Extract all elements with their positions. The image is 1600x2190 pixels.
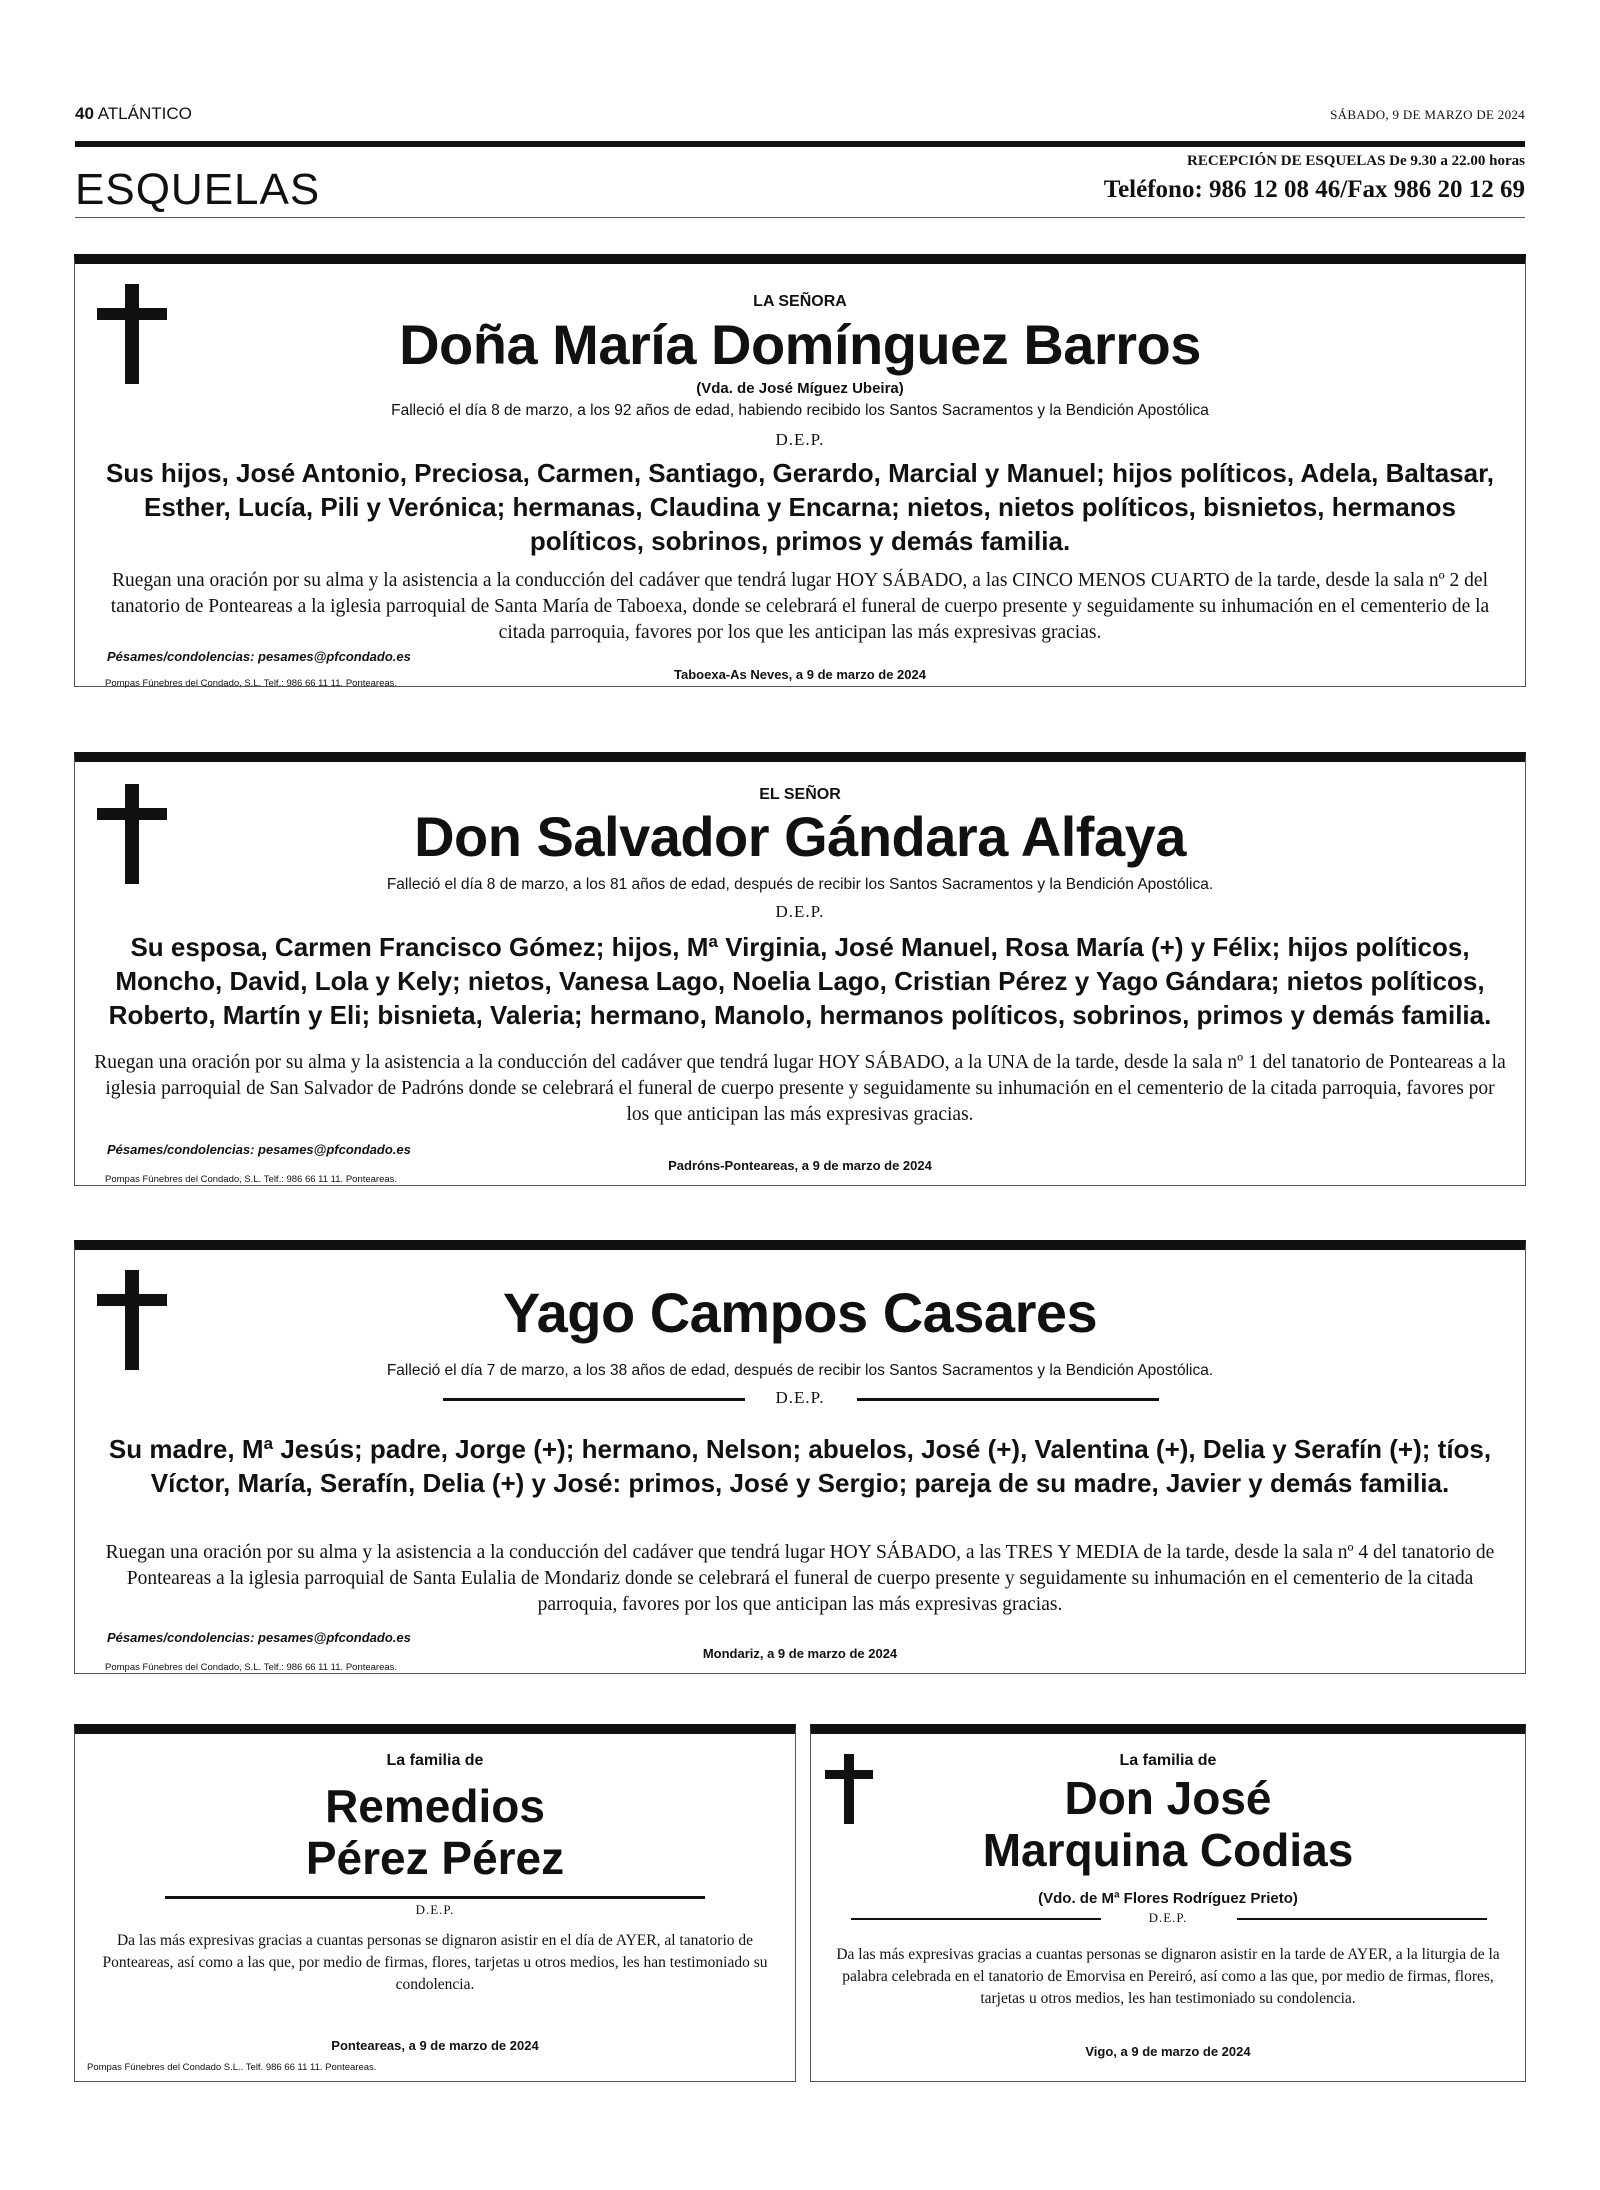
gratitude-dep: D.E.P. bbox=[1148, 1910, 1188, 1925]
newspaper-name: ATLÁNTICO bbox=[97, 104, 192, 123]
obituary-prayer: Ruegan una oración por su alma y la asistencia a la conducción del cadáver que tendrá lugar HOY SÁBADO, a las TRES Y MEDIA de la tarde, desde la sala nº 4 del tanatorio de Ponteareas a la iglesia parroquial de Santa Eulalia de Mondariz donde se celebrará el funeral de cuerpo presente y seguidamente su inhumación en el cementerio de la citada parroquia, favores por los que anticipan las más expresivas gracias. bbox=[105, 1542, 1495, 1615]
obituary-name: Yago Campos Casares bbox=[502, 1281, 1098, 1344]
gratitude-pretitle: La familia de bbox=[1119, 1752, 1217, 1769]
funeral-home: Pompas Fúnebres del Condado S.L.. Telf. 986 66 11 11. Ponteareas. bbox=[87, 2062, 377, 2073]
place-date: Mondariz, a 9 de marzo de 2024 bbox=[702, 1646, 898, 1661]
obituary-prayer: Ruegan una oración por su alma y la asistencia a la conducción del cadáver que tendrá lugar HOY SÁBADO, a la UNA de la tarde, desde la sala nº 1 del tanatorio de Ponteareas a la iglesia parroquial de San Salvador de Padróns donde se celebrará el funeral de cuerpo presente y seguidamente su inhumación en el cementerio de la citada parroquia, favores por los que anticipan las más expresivas gracias. bbox=[94, 1052, 1506, 1125]
obituary-family: Su esposa, Carmen Francisco Gómez; hijos, Mª Virginia, José Manuel, Rosa María (+) y Félix; hijos políticos, Moncho, David, Lola y Kely; nietos, Vanesa Lago, Noelia Lago, Cristian Pérez y Yago Gándara; nietos políticos, Roberto, Martín y Eli; bisnieta, Valeria; hermano, Manolo, hermanos políticos, sobrinos, primos y demás familia. bbox=[108, 932, 1492, 1030]
gratitude-text: Da las más expresivas gracias a cuantas personas se dignaron asistir en la tarde de AYER, a la liturgia de la palabra celebrada en el tanatorio de Emorvisa en Pereiró, así como a las que, por medio de firmas, flores, tarjetas u otros medios, les han testimoniado su condolencia. bbox=[836, 1946, 1500, 2007]
gratitude-name-line2: Pérez Pérez bbox=[305, 1832, 565, 1884]
obituary-prayer: Ruegan una oración por su alma y la asistencia a la conducción del cadáver que tendrá lugar HOY SÁBADO, a las CINCO MENOS CUARTO de la tarde, desde la sala nº 2 del tanatorio de Ponteareas a la iglesia parroquial de Santa María de Taboexa, donde se celebrará el funeral de cuerpo presente y seguidamente su inhumación en el cementerio de la citada parroquia, favores por los que les anticipan las más expresivas gracias. bbox=[110, 570, 1490, 643]
place-date: Ponteareas, a 9 de marzo de 2024 bbox=[331, 2038, 539, 2053]
divider-line bbox=[1237, 1918, 1487, 1920]
place-date: Padróns-Ponteareas, a 9 de marzo de 2024 bbox=[668, 1158, 932, 1173]
condolences-email: Pésames/condolencias: pesames@pfcondado.es bbox=[107, 1142, 411, 1157]
gratitude-text: Da las más expresivas gracias a cuantas personas se dignaron asistir en el día de AYER, al tanatorio de Ponteareas, así como a las que, por medio de firmas, flores, tarjetas u otros medios, les han testimoniado su condolencia. bbox=[102, 1932, 768, 1993]
issue-date: SÁBADO, 9 DE MARZO DE 2024 bbox=[1330, 107, 1525, 122]
obituary-death-note: Falleció el día 7 de marzo, a los 38 años de edad, después de recibir los Santos Sacramentos y la Bendición Apostólica. bbox=[386, 1362, 1214, 1379]
obituary-card bbox=[74, 1240, 1526, 1674]
gratitude-name-line2: Marquina Codias bbox=[982, 1824, 1354, 1876]
gratitude-widower-of: (Vdo. de Mª Flores Rodríguez Prieto) bbox=[1038, 1890, 1298, 1907]
page-number: 40 bbox=[75, 104, 94, 123]
place-date: Vigo, a 9 de marzo de 2024 bbox=[1085, 2044, 1251, 2059]
gratitude-card bbox=[74, 1724, 796, 2082]
funeral-home: Pompas Fúnebres del Condado, S.L. Telf.: 986 66 11 11. Ponteareas. bbox=[105, 678, 398, 689]
obituary-pretitle: EL SEÑOR bbox=[759, 786, 841, 803]
reception-hours: RECEPCIÓN DE ESQUELAS De 9.30 a 22.00 horas bbox=[1187, 153, 1525, 169]
obituary-card bbox=[74, 254, 1526, 687]
obituary-pretitle: LA SEÑORA bbox=[753, 293, 847, 310]
obituary-death-note: Falleció el día 8 de marzo, a los 92 años de edad, habiendo recibido los Santos Sacramentos y la Bendición Apostólica bbox=[391, 402, 1209, 419]
obituary-dep: D.E.P. bbox=[775, 1388, 825, 1407]
obituary-name: Doña María Domínguez Barros bbox=[399, 313, 1201, 376]
obituary-name: Don Salvador Gándara Alfaya bbox=[414, 805, 1186, 868]
divider-line bbox=[857, 1398, 1159, 1401]
condolences-email: Pésames/condolencias: pesames@pfcondado.es bbox=[107, 649, 411, 664]
gratitude-pretitle: La familia de bbox=[386, 1752, 484, 1769]
obituary-family: Sus hijos, José Antonio, Preciosa, Carmen, Santiago, Gerardo, Marcial y Manuel; hijos políticos, Adela, Baltasar, Esther, Lucía, Pili y Verónica; hermanas, Claudina y Encarna; nietos, nietos políticos, bisnietos, hermanos políticos, sobrinos, primos y demás familia. bbox=[105, 458, 1494, 556]
obituary-widow-of: (Vda. de José Míguez Ubeira) bbox=[696, 380, 904, 397]
gratitude-name-line1: Remedios bbox=[325, 1780, 545, 1832]
gratitude-name-line1: Don José bbox=[1064, 1772, 1272, 1824]
section-title: ESQUELAS bbox=[75, 165, 321, 214]
header-bottom-rule bbox=[75, 217, 1525, 218]
header-rule bbox=[75, 141, 1525, 147]
page-folio bbox=[75, 104, 192, 124]
obituary-family: Su madre, Mª Jesús; padre, Jorge (+); hermano, Nelson; abuelos, José (+), Valentina (+), Delia y Serafín (+); tíos, Víctor, María, Serafín, Delia (+) y José: primos, José y Sergio; pareja de su madre, Javier y demás familia. bbox=[108, 1434, 1492, 1498]
condolences-email: Pésames/condolencias: pesames@pfcondado.es bbox=[107, 1630, 411, 1645]
obituary-dep: D.E.P. bbox=[775, 430, 825, 449]
contact-phone: Teléfono: 986 12 08 46/Fax 986 20 12 69 bbox=[1103, 176, 1525, 203]
divider-line bbox=[165, 1896, 705, 1899]
funeral-home: Pompas Fúnebres del Condado, S.L. Telf.: 986 66 11 11. Ponteareas. bbox=[105, 1662, 398, 1673]
funeral-home: Pompas Fúnebres del Condado, S.L. Telf.: 986 66 11 11. Ponteareas. bbox=[105, 1174, 398, 1185]
obituary-dep: D.E.P. bbox=[775, 902, 825, 921]
place-date: Taboexa-As Neves, a 9 de marzo de 2024 bbox=[674, 667, 926, 682]
gratitude-dep: D.E.P. bbox=[415, 1902, 455, 1917]
obituary-death-note: Falleció el día 8 de marzo, a los 81 años de edad, después de recibir los Santos Sacramentos y la Bendición Apostólica. bbox=[386, 876, 1214, 893]
obituary-card bbox=[74, 752, 1526, 1186]
gratitude-card bbox=[810, 1724, 1526, 2082]
